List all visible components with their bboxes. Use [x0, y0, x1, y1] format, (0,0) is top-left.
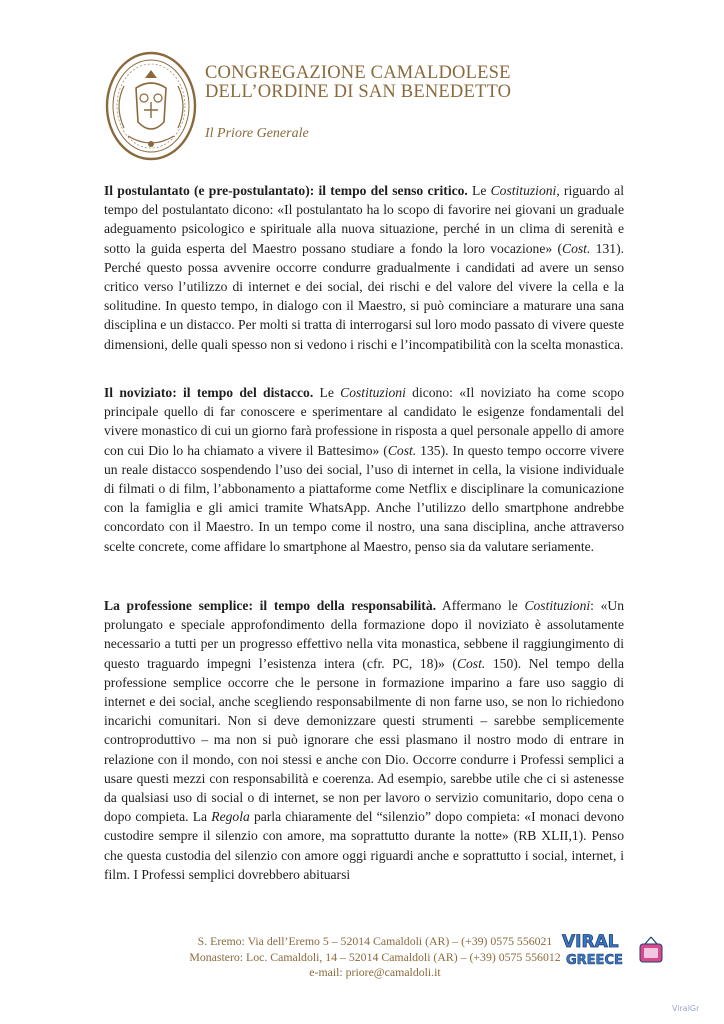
footer-email: e-mail: priore@camaldoli.it: [309, 965, 441, 980]
paragraph-text: 150). Nel tempo della professione semplice occorre che le persone in formazione imparino a fare uso saggio di internet e dei social, anche scegliendo responsabilmente di non farne uso, se non lo richiedono incarichi comunitari. Non si deve demonizzare questi strumenti – sarebbe semplicemente controproduttivo – ma non si può ignorare che essi plasmano il nostro modo di entrare in relazione con il mondo, con noi stessi e anche con Dio. Occorre condurre i Professi semplici a usare questi mezzi con responsabilità e coerenza. Ad esempio, sarebbe utile che ci si astenesse da qualsiasi uso di social o di internet, se non per lavoro o servizio comunitario, dopo cena o dopo compieta. La: [104, 655, 624, 825]
italic-reference: Cost.: [562, 240, 591, 256]
tv-icon: [640, 937, 662, 962]
paragraph-text: : «Un prolungato e speciale approfondimento della formazione dopo il noviziato è assolutamente necessario a tutti per un progresso effettivo nella vita monastica, sebbene il raggiungimento di questo traguardo impegni l’esistenza intera (cfr. PC, 18)» (: [104, 598, 624, 671]
watermark-text-top: VIRAL: [562, 932, 619, 952]
paragraph-text: Le: [467, 183, 491, 198]
paragraph-text: 135). In questo tempo occorre vivere un reale distacco sospendendo l’uso dei social, l’uso di internet in cella, la visione individuale di filmati o di film, l’abbonamento a piattaforme come Netflix e disciplinare la comunicazione con la famiglia e gli amici tramite WhatsApp. Anche l’utilizzo dello smartphone andrebbe concordato con il Maestro. In un tempo come il nostro, una sana disciplina, anche attraverso scelte concrete, come affidare lo smartphone al Maestro, penso sia da valutare seriamente.: [104, 442, 624, 554]
viralgreece-watermark-logo: [560, 930, 666, 970]
italic-reference: Costituzioni: [524, 598, 591, 613]
footer-address: [140, 934, 610, 981]
section-heading: Il noviziato: il tempo del distacco.: [104, 385, 314, 400]
section-noviziato: [104, 383, 624, 556]
paragraph-text: Le: [313, 385, 341, 400]
italic-reference: Cost.: [387, 442, 417, 458]
office-title: Il Priore Generale: [205, 126, 309, 141]
paragraph-text: dicono: «Il noviziato ha come scopo principale quello di far conoscere e sperimentare al candidato le esigenze fondamentali del vivere monastico di cui un giorno farà professione in risposta a quel personale appello di amore con cui Dio lo ha chiamato a vivere il Battesimo» (: [104, 385, 625, 458]
section-heading: Il postulantato (e pre-postulantato): il tempo del senso critico.: [104, 183, 468, 198]
organization-name: [205, 64, 511, 102]
organization-name-line2: DELL’ORDINE DI SAN BENEDETTO: [205, 82, 512, 102]
paragraph-text: parla chiaramente del “silenzio” dopo compieta: «I monaci devono custodire sempre il silenzio con amore, ma soprattutto durante la notte» (RB XLII,1). Penso che questa custodia del silenzio con amore oggi riguardi anche e soprattutto i social, internet, i film. I Professi semplici dovrebbero abituarsi: [104, 809, 624, 882]
corner-watermark: ViralGr: [672, 1004, 700, 1013]
paragraph-text: 131). Perché questo possa avvenire occorre condurre gradualmente i candidati ad avere un senso critico verso l’utilizzo di internet e dei social, dei rischi e del valore del vivere la cella e la solitudine. In questo tempo, in dialogo con il Maestro, si può cominciare a maturare una sana disciplina e un distacco. Per molti si tratta di interrogarsi sul loro modo passato di vivere queste dimensioni, delle quali spesso non si vedono i rischi e l’incompatibilità con la scelta monastica.: [104, 240, 624, 352]
italic-reference: Costituzioni: [340, 385, 406, 400]
paragraph-text: , riguardo al tempo del postulantato dicono: «Il postulantato ha lo scopo di favorire nei giovani un graduale adeguamento psicologico e spirituale alla nuova situazione, perché in un clima di serenità e sotto la guida esperta del Maestro possano studiare a fondo la loro vocazione» (: [104, 183, 624, 256]
section-postulantato: [104, 181, 624, 354]
watermark-text-bottom: GREECE: [566, 953, 623, 968]
italic-reference: Costituzioni: [490, 183, 557, 198]
italic-reference: Cost.: [456, 655, 486, 671]
monastic-seal-icon: [104, 50, 198, 162]
italic-reference: Regola: [211, 809, 250, 825]
footer-monastero-address: Monastero: Loc. Camaldoli, 14 – 52014 Camaldoli (AR) – (+39) 0575 556012: [189, 949, 561, 964]
footer-eremo-address: S. Eremo: Via dell’Eremo 5 – 52014 Camaldoli (AR) – (+39) 0575 556021: [197, 934, 553, 948]
section-professione-semplice: [104, 596, 624, 884]
section-heading: La professione semplice: il tempo della responsabilità.: [104, 598, 437, 613]
organization-name-line1: CONGREGAZIONE CAMALDOLESE: [205, 63, 511, 83]
paragraph-text: Affermano le: [436, 598, 525, 613]
